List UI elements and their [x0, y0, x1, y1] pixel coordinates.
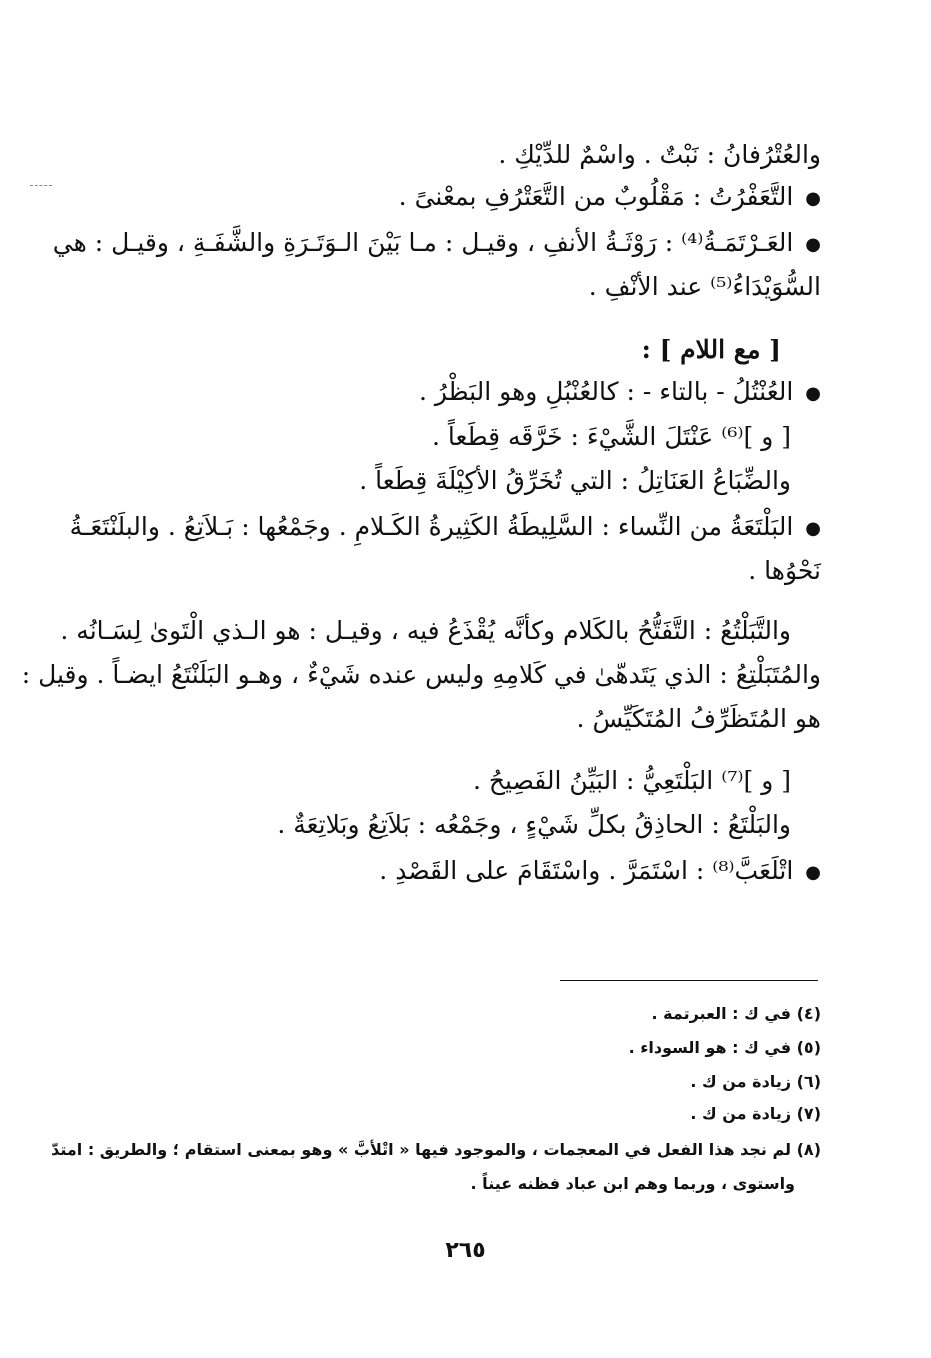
bullet-icon: ● — [805, 187, 821, 209]
text-line-11 — [60, 616, 791, 646]
line-text: والضِّبَاعُ العَنَاتِلُ : التي تُخَرِّقُ الأكِيْلَةَ قِطَعاً . — [359, 466, 791, 495]
line-text: والبَلْتَعُ : الحاذِقُ بكلِّ شَيْءٍ ، وجَمْعُه : بَلاَتِعُ وبَلاتِعَةٌ . — [277, 810, 791, 839]
margin-mark — [30, 185, 52, 186]
entry-line-baltaa — [69, 512, 821, 542]
line-text: العَـرْتَمَـةُ⁽⁴⁾ : رَوْثَـةُ الأنفِ ، وقيـل : مـا بَيْنَ الـوَتَـرَةِ والشَّفَـةِ ، وقيـل : هي — [52, 228, 794, 257]
text-line-4 — [589, 272, 821, 302]
footnote-separator — [560, 980, 818, 981]
footnote-6 — [690, 1072, 821, 1093]
line-text: السُّوَيْدَاءُ⁽⁵⁾ عند الأنْفِ . — [588, 272, 821, 301]
section-heading — [642, 335, 781, 365]
line-text: اتْلَعَبَّ⁽⁸⁾ : اسْتَمَرَّ . واسْتَقَامَ على القَصْدِ . — [379, 856, 794, 885]
text-line-7 — [432, 422, 791, 452]
footnote-text: (٨) لم نجد هذا الفعل في المعجمات ، والموجود فيها « اتْلأبَّ » وهو بمعنى استقام ؛ والطريق : امتدّ — [51, 1140, 821, 1159]
text-line-8 — [359, 466, 791, 496]
text-line-15 — [277, 810, 791, 840]
line-text: البَلْتَعَةُ من النِّساء : السَّلِيطَةُ الكَثِيرةُ الكَـلامِ . وجَمْعُها : بَـلاَتِعُ . والبلَنْتَعَـةُ — [69, 512, 794, 541]
page-number: ٢٦٥ — [445, 1238, 486, 1263]
text-line-1 — [498, 140, 821, 170]
bullet-icon: ● — [805, 861, 821, 883]
footnote-7 — [690, 1104, 821, 1125]
line-text: العُنْتُلُ - بالتاء - : كالعُنْبُلِ وهو البَظْرُ . — [418, 377, 794, 406]
line-text: هو المُتَظَرِّفُ المُتَكَيِّسُ . — [576, 704, 821, 733]
bullet-icon: ● — [805, 517, 821, 539]
footnote-5 — [629, 1038, 821, 1059]
footnote-text: (٤) في ك : العبرتمة . — [651, 1004, 821, 1023]
footnote-text: واستوى ، وربما وهم ابن عباد فظنه عيناً . — [470, 1174, 795, 1193]
line-text: [ و ]⁽⁶⁾ عَنْتَلَ الشَّيْءَ : خَرَّقَه قِطَعاً . — [432, 422, 791, 451]
bullet-icon: ● — [805, 382, 821, 404]
entry-line-italaabba — [379, 856, 821, 886]
entry-line-artama — [52, 228, 821, 258]
section-heading-text: [ مع اللام ] : — [641, 335, 781, 364]
text-line-12 — [21, 660, 821, 690]
entry-line-untul — [419, 377, 821, 407]
footnote-8-continuation — [471, 1174, 821, 1195]
footnote-8 — [51, 1140, 821, 1161]
entry-line-tafrut — [399, 182, 821, 212]
footnote-text: (٦) زيادة من ك . — [690, 1072, 821, 1091]
bullet-icon: ● — [805, 233, 821, 255]
text-line-13 — [577, 704, 821, 734]
line-text: والعُتْرُفانُ : نَبْتٌ . واسْمٌ للدِّيْكِ . — [498, 140, 821, 169]
footnote-4 — [652, 1004, 822, 1025]
text-line-14 — [473, 766, 791, 796]
line-text: والمُتَبَلْتِعُ : الذي يَتَدهّىٰ في كَلامِهِ وليس عنده شَيْءٌ ، وهـو البَلَنْتَعُ ايضـاً . وقيل : — [21, 660, 821, 689]
footnote-text: (٧) زيادة من ك . — [690, 1104, 821, 1123]
line-text: نَحْوُها . — [748, 556, 821, 585]
footnote-text: (٥) في ك : هو السوداء . — [628, 1038, 821, 1057]
line-text: التَّعَفْرُتُ : مَقْلُوبٌ من التَّعَتْرُفِ بمعْنىً . — [398, 182, 794, 211]
line-text: [ و ]⁽⁷⁾ البَلْتَعِيُّ : البَيِّنُ الفَصِيحُ . — [473, 766, 791, 795]
text-line-10 — [748, 556, 821, 586]
line-text: والتَّبَلْتُعُ : التَّفَتُّحُ بالكَلام وكأنَّه يُقْذَعُ فيه ، وقيـل : هو الـذي الْتَوىٰ لِسَـانُه . — [60, 616, 791, 645]
